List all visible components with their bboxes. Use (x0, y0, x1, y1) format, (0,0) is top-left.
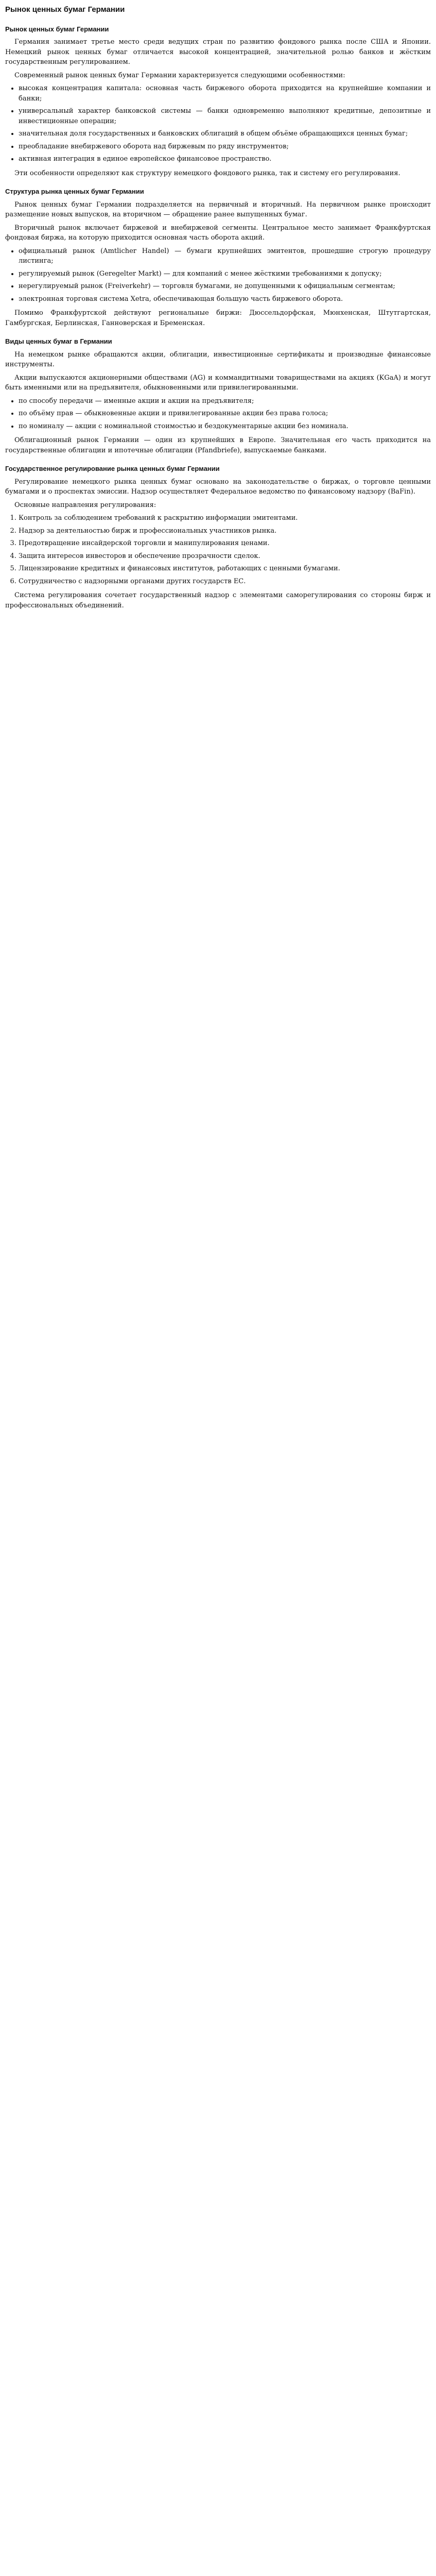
paragraph: Помимо Франкфуртской действуют региональные биржи: Дюссельдорфская, Мюнхенская, Штутгартская, Гамбургская, Берлинская, Ганноверская и Бременская. (5, 309, 431, 327)
section-heading: Рынок ценных бумаг Германии (5, 25, 109, 33)
list-item: 1. Контроль за соблюдением требований к раскрытию информации эмитентами. (19, 513, 431, 523)
page-title: Рынок ценных бумаг Германии (5, 5, 125, 14)
section-heading: Структура рынка ценных бумаг Германии (5, 188, 144, 195)
list-item: • официальный рынок (Amtlicher Handel) — бумаги крупнейших эмитентов, прошедшие строгую процедуру листинга; (19, 246, 431, 266)
paragraph: Эти особенности определяют как структуру немецкого фондового рынка, так и систему его регулирования. (14, 169, 400, 177)
document-section (5, 464, 431, 611)
list-item: 2. Надзор за деятельностью бирж и профессиональных участников рынка. (19, 526, 431, 536)
list-item: • универсальный характер банковской системы — банки одновременно выполняют кредитные, депозитные и инвестиционные операции; (19, 106, 431, 126)
paragraph: На немецком рынке обращаются акции, облигации, инвестиционные сертификаты и производные финансовые инструменты. (5, 350, 431, 368)
document-section (5, 24, 431, 179)
list-item: 5. Лицензирование кредитных и финансовых институтов, работающих с ценными бумагами. (19, 564, 431, 574)
list-item: • по номиналу — акции с номинальной стоимостью и бездокументарные акции без номинала. (19, 421, 431, 432)
list-item: • по объёму прав — обыкновенные акции и привилегированные акции без права голоса; (19, 409, 431, 419)
list-item: • по способу передачи — именные акции и акции на предъявителя; (19, 396, 431, 406)
paragraph: Акции выпускаются акционерными обществами (AG) и коммандитными товариществами на акциях (KGaA) и могут быть именными или на предъявителя, обыкновенными или привилегированными. (5, 374, 431, 392)
list-item: • регулируемый рынок (Geregelter Markt) — для компаний с менее жёсткими требованиями к допуску; (19, 269, 431, 279)
list-item: • высокая концентрация капитала: основная часть биржевого оборота приходится на крупнейшие компании и банки; (19, 83, 431, 104)
bullet-list (5, 246, 431, 304)
document-body (5, 24, 431, 611)
paragraph: Германия занимает третье место среди ведущих стран по развитию фондового рынка после США и Японии. Немецкий рынок ценных бумаг отличается высокой концентрацией, значительной ролью банков и жёстким государственным регулированием. (5, 38, 431, 66)
list-item: 3. Предотвращение инсайдерской торговли и манипулирования ценами. (19, 538, 431, 549)
list-item: 4. Защита интересов инвесторов и обеспечение прозрачности сделок. (19, 551, 431, 562)
paragraph: Облигационный рынок Германии — один из крупнейших в Европе. Значительная его часть приходится на государственные облигации и ипотечные облигации (Pfandbriefe), выпускаемые банками. (5, 436, 431, 454)
bullet-list (5, 83, 431, 164)
list-item: • нерегулируемый рынок (Freiverkehr) — торговля бумагами, не допущенными к официальным сегментам; (19, 281, 431, 292)
paragraph: Вторичный рынок включает биржевой и внебиржевой сегменты. Центральное место занимает Франкфуртская фондовая биржа, на которую приходится основная часть оборота акций. (5, 224, 431, 242)
document-section (5, 187, 431, 328)
bullet-list (5, 396, 431, 432)
paragraph: Система регулирования сочетает государственный надзор с элементами саморегулирования со стороны бирж и профессиональных объединений. (5, 591, 431, 609)
section-heading: Виды ценных бумаг в Германии (5, 337, 112, 345)
list-item: • значительная доля государственных и банковских облигаций в общем объёме обращающихся ценных бумаг; (19, 129, 431, 139)
list-item: 6. Сотрудничество с надзорными органами других государств ЕС. (19, 577, 431, 587)
section-heading: Государственное регулирование рынка ценных бумаг Германии (5, 465, 220, 472)
document-section (5, 336, 431, 455)
document-page (0, 0, 436, 628)
numbered-list (5, 513, 431, 586)
list-item: • активная интеграция в единое европейское финансовое пространство. (19, 154, 431, 164)
paragraph: Современный рынок ценных бумаг Германии характеризуется следующими особенностями: (14, 71, 345, 79)
list-item: • преобладание внебиржевого оборота над биржевым по ряду инструментов; (19, 142, 431, 152)
list-item: • электронная торговая система Xetra, обеспечивающая большую часть биржевого оборота. (19, 294, 431, 304)
paragraph: Основные направления регулирования: (14, 501, 156, 509)
paragraph: Регулирование немецкого рынка ценных бумаг основано на законодательстве о биржах, о торговле ценными бумагами и о проспектах эмиссии. Надзор осуществляет Федеральное ведомство по финансовому надзору (BaFin). (5, 478, 431, 496)
paragraph: Рынок ценных бумаг Германии подразделяется на первичный и вторичный. На первичном рынке происходит размещение новых выпусков, на вторичном — обращение ранее выпущенных бумаг. (5, 200, 431, 218)
